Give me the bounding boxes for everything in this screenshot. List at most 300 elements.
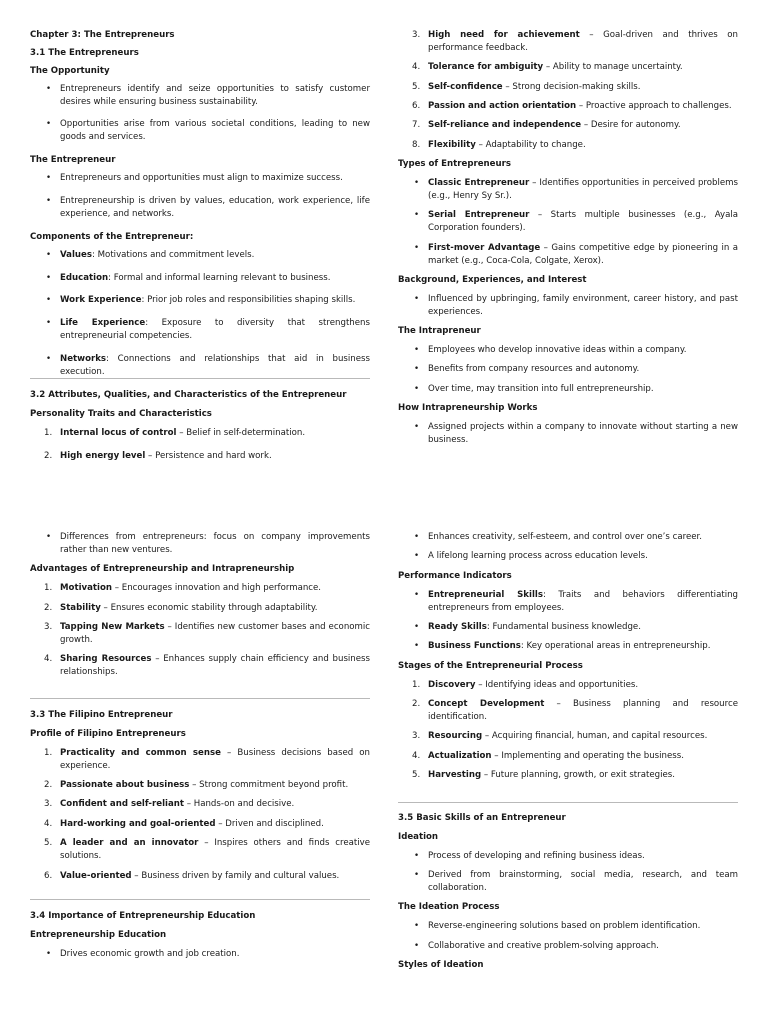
item-text — [428, 869, 738, 895]
section-heading: Performance Indicators — [398, 570, 512, 581]
item-description: Exposure to diversity that strengthens entrepreneurial competencies. — [60, 318, 370, 342]
item-term: High need for achievement — [428, 30, 580, 40]
bullet-icon: • — [414, 242, 420, 253]
bullet-icon: • — [414, 551, 420, 562]
item-number: 2. — [44, 450, 53, 461]
item-text — [60, 621, 370, 647]
item-description: Identifying ideas and opportunities. — [485, 679, 639, 690]
item-separator: – — [579, 30, 604, 40]
item-term: Flexibility — [428, 139, 476, 150]
section-heading: Personality Traits and Characteristics — [30, 408, 212, 419]
item-description: Identifies opportunities in perceived problems (e.g., Henry Sy Sr.). — [428, 178, 738, 202]
item-text — [60, 294, 370, 307]
item-text — [60, 427, 370, 440]
item-text — [428, 177, 738, 203]
bullet-icon: • — [46, 83, 52, 94]
bullet-icon: • — [46, 196, 52, 207]
item-description: Process of developing and refining business ideas. — [428, 850, 645, 861]
item-term: Harvesting — [428, 770, 482, 781]
item-description: Driven and disciplined. — [225, 818, 324, 829]
numbered-item — [30, 818, 370, 831]
item-text — [428, 850, 738, 863]
item-text — [428, 698, 738, 724]
bullet-item — [30, 272, 370, 285]
bullet-item — [398, 293, 738, 319]
bullet-item — [30, 249, 370, 262]
bullet-icon: • — [414, 345, 420, 356]
item-text — [60, 249, 370, 262]
item-description: Adaptability to change. — [485, 139, 586, 150]
item-description: Fundamental business knowledge. — [492, 621, 641, 632]
item-separator: – — [544, 699, 573, 710]
item-separator: – — [529, 178, 540, 189]
item-term: Tolerance for ambiguity — [428, 62, 544, 73]
item-description: Employees who develop innovative ideas within a company. — [428, 345, 687, 356]
item-text — [60, 870, 370, 883]
item-term: Tapping New Markets — [60, 621, 165, 632]
item-description: Motivations and commitment levels. — [97, 249, 255, 260]
bullet-item — [398, 850, 738, 863]
item-text — [428, 940, 738, 953]
item-description: Proactive approach to challenges. — [585, 101, 732, 112]
bullet-icon: • — [46, 295, 52, 306]
item-text — [428, 100, 738, 113]
item-description: Strong commitment beyond profit. — [199, 780, 349, 791]
item-term: Hard-working and goal-oriented — [60, 818, 216, 829]
numbered-item — [398, 61, 738, 74]
item-description: Future planning, growth, or exit strategies. — [490, 770, 675, 781]
item-description: Ability to manage uncertainty. — [552, 62, 683, 73]
item-term: Value-oriented — [60, 870, 132, 881]
bullet-icon: • — [46, 532, 52, 542]
item-description: Influenced by upbringing, family environment, career history, and past experiences. — [428, 293, 738, 317]
numbered-item — [398, 29, 738, 55]
item-separator: – — [581, 120, 591, 131]
item-number: 7. — [412, 120, 421, 131]
bullet-item — [30, 317, 370, 343]
item-term: Values — [60, 249, 92, 260]
item-description: Strong decision-making skills. — [512, 81, 641, 92]
item-term: Ready Skills — [428, 621, 487, 632]
item-term: Concept Development — [428, 699, 545, 710]
bullet-item — [398, 640, 738, 653]
item-separator: – — [145, 450, 156, 461]
item-text — [60, 172, 370, 185]
item-text — [60, 798, 370, 811]
item-separator: : — [486, 621, 493, 632]
item-number: 3. — [412, 731, 421, 742]
item-term: A leader and an innovator — [60, 838, 199, 849]
item-text — [60, 195, 370, 221]
item-text — [428, 139, 738, 152]
item-number: 6. — [412, 101, 421, 112]
bullet-item — [398, 920, 738, 933]
section-heading: Components of the Entrepreneur: — [30, 231, 194, 242]
section-heading: Ideation — [398, 831, 439, 842]
numbered-item — [30, 582, 370, 595]
item-text — [428, 679, 738, 692]
item-number: 1. — [44, 427, 53, 438]
item-text — [60, 779, 370, 792]
item-term: Serial Entrepreneur — [428, 210, 530, 221]
item-number: 3. — [412, 30, 421, 40]
item-number: 5. — [412, 770, 421, 781]
item-separator: – — [112, 583, 122, 594]
item-text — [428, 293, 738, 319]
item-term: Internal locus of control — [60, 427, 177, 438]
item-text — [428, 589, 738, 615]
item-separator: – — [131, 870, 142, 881]
item-number: 1. — [412, 679, 421, 690]
item-separator: – — [189, 780, 200, 791]
section-heading: Chapter 3: The Entrepreneurs — [30, 30, 175, 40]
bullet-icon: • — [414, 850, 420, 861]
bullet-icon: • — [414, 940, 420, 951]
item-description: Assigned projects within a company to innovate without starting a new business. — [428, 422, 738, 445]
item-description: Implementing and operating the business. — [501, 750, 684, 761]
item-separator: – — [502, 81, 513, 92]
item-separator: – — [576, 101, 586, 112]
section-heading: Advantages of Entrepreneurship and Intrapreneurship — [30, 564, 295, 575]
bullet-icon: • — [414, 210, 420, 221]
section-heading: The Ideation Process — [398, 902, 500, 913]
item-text — [60, 818, 370, 831]
item-text — [428, 550, 738, 563]
item-description: Formal and informal learning relevant to business. — [113, 272, 331, 283]
bullet-icon: • — [414, 178, 420, 189]
section-heading: Types of Entrepreneurs — [398, 159, 511, 170]
item-term: Entrepreneurial Skills — [428, 589, 543, 600]
bullet-item — [398, 621, 738, 634]
bullet-item — [398, 177, 738, 203]
item-description: Reverse-engineering solutions based on problem identification. — [428, 921, 701, 932]
section-heading: The Intrapreneur — [398, 326, 481, 337]
bullet-icon: • — [46, 173, 52, 184]
bullet-icon: • — [46, 318, 52, 329]
item-separator: : — [92, 249, 98, 260]
item-description: Persistence and hard work. — [155, 450, 272, 461]
item-text — [60, 317, 370, 343]
item-term: Work Experience — [60, 295, 142, 306]
item-term: Actualization — [428, 750, 492, 761]
bullet-item — [398, 421, 738, 447]
bullet-icon: • — [46, 249, 52, 260]
numbered-item — [30, 653, 370, 679]
item-text — [428, 209, 738, 235]
item-description: Starts multiple businesses (e.g., Ayala Corporation founders). — [428, 210, 738, 234]
item-separator: – — [151, 654, 164, 665]
item-number: 4. — [412, 750, 421, 761]
bullet-icon: • — [414, 364, 420, 375]
item-description: Derived from brainstorming, social media, research, and team collaboration. — [428, 870, 738, 894]
item-text — [60, 83, 370, 109]
bullet-icon: • — [414, 921, 420, 932]
section-divider — [30, 899, 370, 900]
section-heading: 3.2 Attributes, Qualities, and Characteristics of the Entrepreneur — [30, 390, 347, 400]
section-heading: The Entrepreneur — [30, 155, 116, 166]
item-term: Classic Entrepreneur — [428, 178, 530, 189]
item-term: Networks — [60, 354, 107, 365]
numbered-item — [30, 427, 370, 440]
item-description: Benefits from company resources and autonomy. — [428, 364, 640, 375]
item-text — [60, 602, 370, 615]
bullet-item — [30, 353, 370, 379]
bullet-item — [398, 363, 738, 376]
item-separator: – — [540, 242, 552, 253]
bullet-item — [398, 344, 738, 357]
item-description: Drives economic growth and job creation. — [60, 948, 240, 959]
item-text — [428, 61, 738, 74]
item-description: Entrepreneurs identify and seize opportunities to satisfy customer desires while ensuring business sustainability. — [60, 83, 370, 107]
item-description: Hands-on and decisive. — [193, 799, 295, 810]
item-text — [428, 421, 738, 447]
section-heading: Styles of Ideation — [398, 960, 484, 971]
item-text — [428, 640, 738, 653]
bullet-item — [398, 242, 738, 268]
bullet-icon: • — [414, 621, 420, 632]
item-number: 2. — [44, 780, 53, 791]
item-description: Over time, may transition into full entrepreneurship. — [428, 383, 654, 394]
numbered-item — [398, 769, 738, 782]
item-term: Education — [60, 272, 109, 283]
item-text — [60, 837, 370, 863]
numbered-item — [398, 100, 738, 113]
item-separator: – — [220, 747, 238, 758]
section-heading: How Intrapreneurship Works — [398, 403, 538, 414]
page2-left-column — [30, 531, 370, 686]
numbered-item — [398, 139, 738, 152]
item-description: Goal-driven and thrives on performance feedback. — [428, 30, 739, 53]
section-heading: Background, Experiences, and Interest — [398, 274, 587, 285]
item-text — [60, 353, 370, 379]
item-separator: – — [482, 731, 492, 742]
item-term: Motivation — [60, 583, 112, 594]
item-description: Business decisions based on experience. — [60, 747, 370, 771]
item-number: 8. — [412, 139, 421, 150]
item-text — [428, 119, 738, 132]
numbered-item — [398, 750, 738, 763]
bullet-icon: • — [46, 354, 52, 365]
item-term: Self-reliance and independence — [428, 120, 582, 131]
item-number: 5. — [412, 81, 421, 92]
item-description: Differences from entrepreneurs: focus on company improvements rather than new ventures. — [60, 532, 370, 555]
item-text — [60, 747, 370, 773]
item-description: Ensures economic stability through adaptability. — [110, 602, 318, 613]
item-description: Encourages innovation and high performance. — [121, 583, 322, 594]
item-number: 1. — [44, 747, 53, 758]
section-heading: Profile of Filipino Entrepreneurs — [30, 728, 186, 739]
item-number: 3. — [44, 799, 53, 810]
bullet-icon: • — [46, 948, 52, 959]
item-text — [428, 81, 738, 94]
item-term: First-mover Advantage — [428, 242, 541, 253]
item-separator: : — [106, 354, 118, 365]
numbered-item — [30, 779, 370, 792]
page2-right-lower-column — [398, 812, 738, 978]
item-separator: – — [198, 838, 215, 849]
bullet-item — [398, 589, 738, 615]
item-text — [428, 363, 738, 376]
item-text — [428, 383, 738, 396]
item-number: 4. — [44, 818, 53, 829]
item-description: Entrepreneurship is driven by values, education, work experience, life experience, and networks. — [60, 196, 370, 219]
bullet-icon: • — [414, 532, 420, 542]
item-separator: – — [176, 427, 187, 438]
item-number: 5. — [44, 838, 53, 849]
item-text — [60, 118, 370, 144]
item-description: Acquiring financial, human, and capital resources. — [491, 731, 708, 742]
section-divider — [398, 802, 738, 803]
item-description: Enhances supply chain efficiency and business relationships. — [60, 654, 370, 678]
item-separator: – — [529, 210, 551, 221]
numbered-item — [30, 837, 370, 863]
item-text — [60, 948, 370, 961]
page1-right-column — [398, 29, 738, 453]
item-number: 2. — [412, 699, 421, 710]
item-description: Prior job roles and responsibilities shaping skills. — [147, 295, 356, 306]
item-term: Business Functions — [428, 641, 521, 652]
item-description: Enhances creativity, self-esteem, and control over one’s career. — [428, 532, 703, 542]
item-text — [428, 621, 738, 634]
item-separator: – — [215, 818, 226, 829]
bullet-item — [398, 550, 738, 563]
item-description: Opportunities arise from various societal conditions, leading to new goods and services. — [60, 119, 370, 143]
item-number: 6. — [44, 870, 53, 881]
bullet-icon: • — [414, 589, 420, 600]
section-heading: 3.1 The Entrepreneurs — [30, 47, 139, 58]
item-description: Traits and behaviors differentiating entrepreneurs from employees. — [428, 589, 738, 613]
bullet-item — [398, 531, 738, 544]
item-description: Business planning and resource identification. — [428, 699, 738, 722]
item-separator: – — [491, 750, 502, 761]
item-term: Sharing Resources — [60, 654, 152, 665]
bullet-item — [30, 83, 370, 109]
item-description: Gains competitive edge by pioneering in a market (e.g., Coca-Cola, Colgate, Xerox). — [428, 242, 739, 266]
item-text — [428, 344, 738, 357]
item-separator: : — [542, 589, 559, 600]
item-term: Self-confidence — [428, 81, 503, 92]
numbered-item — [30, 747, 370, 773]
numbered-item — [398, 119, 738, 132]
item-term: Stability — [60, 602, 101, 613]
bullet-icon: • — [46, 272, 52, 283]
item-description: Business driven by family and cultural values. — [141, 870, 340, 881]
section-heading: 3.3 The Filipino Entrepreneur — [30, 710, 173, 720]
bullet-item — [30, 531, 370, 557]
item-separator: – — [481, 770, 491, 781]
item-separator: : — [520, 641, 527, 652]
bullet-item — [30, 172, 370, 185]
item-text — [60, 272, 370, 285]
item-separator: : — [141, 295, 148, 306]
section-heading: Entrepreneurship Education — [30, 929, 167, 940]
item-separator: – — [543, 62, 553, 73]
numbered-item — [30, 798, 370, 811]
item-term: High energy level — [60, 450, 146, 461]
bullet-item — [30, 118, 370, 144]
item-text — [60, 653, 370, 679]
bullet-item — [398, 383, 738, 396]
bullet-icon: • — [414, 870, 420, 881]
bullet-icon: • — [414, 641, 420, 652]
item-text — [428, 750, 738, 763]
item-term: Passionate about business — [60, 780, 190, 791]
page1-left-lower-column — [30, 389, 370, 473]
item-term: Resourcing — [428, 731, 483, 742]
page2-left-bottom-column — [30, 910, 370, 967]
item-term: Life Experience — [60, 318, 146, 329]
bullet-item — [30, 294, 370, 307]
item-number: 4. — [412, 62, 421, 73]
item-description: Connections and relationships that aid in business execution. — [60, 354, 370, 378]
item-description: A lifelong learning process across education levels. — [428, 551, 648, 562]
item-description: Collaborative and creative problem-solving approach. — [428, 940, 659, 951]
numbered-item — [398, 81, 738, 94]
item-text — [428, 920, 738, 933]
section-heading: 3.4 Importance of Entrepreneurship Education — [30, 911, 256, 921]
item-description: Key operational areas in entrepreneurship. — [526, 641, 711, 652]
item-text — [60, 450, 370, 463]
item-description: Entrepreneurs and opportunities must align to maximize success. — [60, 173, 343, 184]
numbered-item — [398, 730, 738, 743]
numbered-item — [30, 621, 370, 647]
page2-right-column — [398, 531, 738, 788]
bullet-item — [30, 948, 370, 961]
item-separator: – — [475, 679, 486, 690]
item-text — [428, 769, 738, 782]
item-term: Passion and action orientation — [428, 101, 577, 112]
bullet-item — [398, 209, 738, 235]
item-term: Discovery — [428, 679, 476, 690]
item-text — [428, 730, 738, 743]
item-description: Belief in self-determination. — [186, 427, 306, 438]
item-text — [60, 582, 370, 595]
item-description: Identifies new customer bases and economic growth. — [60, 621, 371, 645]
item-number: 1. — [44, 583, 53, 594]
bullet-item — [398, 869, 738, 895]
numbered-item — [30, 602, 370, 615]
section-heading: 3.5 Basic Skills of an Entrepreneur — [398, 813, 566, 823]
item-text — [428, 242, 738, 268]
item-separator: – — [100, 602, 111, 613]
numbered-item — [30, 870, 370, 883]
bullet-icon: • — [46, 119, 52, 130]
item-separator: – — [164, 621, 175, 632]
item-description: Inspires others and finds creative solutions. — [60, 838, 371, 862]
item-term: Confident and self-reliant — [60, 799, 184, 810]
bullet-item — [398, 940, 738, 953]
item-text — [428, 29, 738, 55]
numbered-item — [398, 698, 738, 724]
section-heading: Stages of the Entrepreneurial Process — [398, 660, 583, 671]
numbered-item — [398, 679, 738, 692]
bullet-icon: • — [414, 293, 420, 304]
item-text — [60, 531, 370, 557]
section-divider — [30, 378, 370, 379]
item-separator: – — [183, 799, 194, 810]
item-separator: : — [145, 318, 162, 329]
item-number: 2. — [44, 602, 53, 613]
item-description: Desire for autonomy. — [590, 120, 681, 131]
section-heading: The Opportunity — [30, 65, 110, 76]
bullet-item — [30, 195, 370, 221]
item-term: Practicality and common sense — [60, 747, 221, 758]
item-number: 4. — [44, 654, 53, 665]
page2-left-lower-column — [30, 709, 370, 889]
bullet-icon: • — [414, 422, 420, 433]
page1-left-column — [30, 29, 370, 389]
item-number: 3. — [44, 621, 53, 632]
